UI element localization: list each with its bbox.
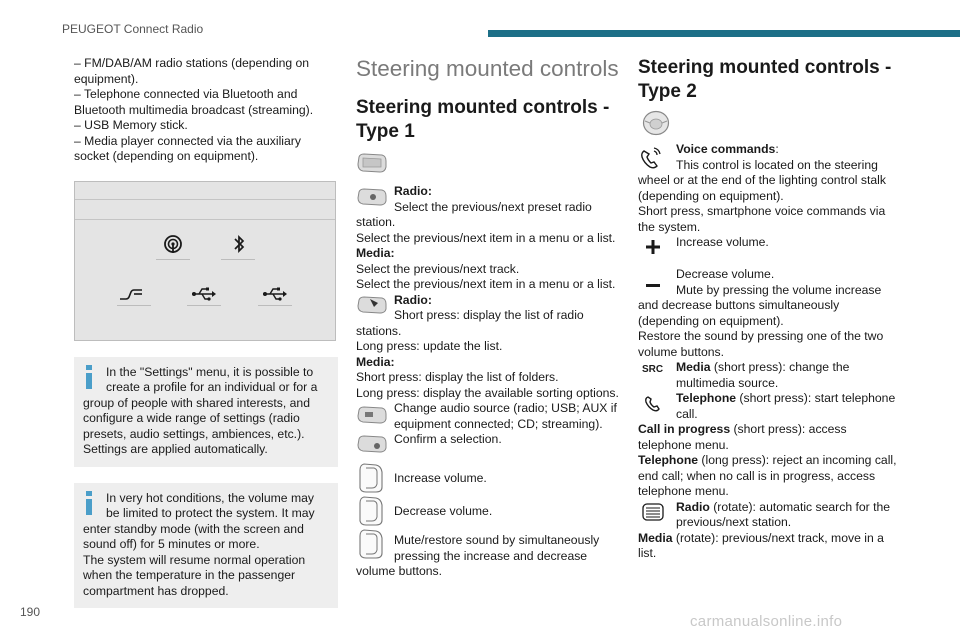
entry-radio-preset: Radio: Select the previous/next preset radio station. Select the previous/next item in a menu or a list. Media: Select the previous/next track. Select the previous/next item in a menu or a list. [356,184,616,291]
entry-volume-down: Decrease volume. [356,497,622,530]
entry-increase-volume: Increase volume. [638,235,906,267]
aux-jack-icon [116,283,146,305]
info-icon [85,365,93,389]
voice-command-icon [638,145,664,176]
steering-list-button-icon [356,295,388,320]
steering-confirm-button-icon [356,434,388,459]
entry-telephone: Telephone (short press): start telephone call. [638,391,906,422]
steering-stalk-volume-up-icon [356,462,386,499]
steering-control-type1-icon [356,152,388,179]
src-button-icon: SRC [642,364,664,375]
bluetooth-icon [224,233,254,255]
entry-mute: Mute/restore sound by simultaneously pressing the increase and decrease volume buttons. [356,530,622,580]
screen-bar [75,182,335,200]
column-3 [638,56,906,562]
column-1 [74,56,338,608]
sources-screen-illustration [74,181,336,341]
entry-confirm: Confirm a selection. [356,432,622,464]
usb-icon [259,283,289,305]
type2-heading: Steering mounted controls - Type 2 [638,57,892,102]
radio-icon [158,233,188,255]
usb-icon [188,283,218,305]
entry-media-source: SRC Media (short press): change the multimedia source. [642,360,850,390]
header-title: PEUGEOT Connect Radio [62,22,204,36]
watermark: carmanualsonline.info [690,613,843,630]
type1-heading: Steering mounted controls - Type 1 [356,97,610,142]
intro-text: – FM/DAB/AM radio stations (depending on equipment). – Telephone connected via Bluetooth and Bluetooth multimedia broadcast (streaming). – USB Memory stick. – Media player connected via the auxiliary socket (depending on equipment). [74,56,314,163]
steering-source-button-icon [356,405,388,430]
entry-radio-rotate: Radio (rotate): automatic search for the previous/next station. Media (rotate): previous/next track, move in a list. [638,499,891,560]
steering-stalk-mute-icon [356,528,386,565]
column-2 [356,56,622,580]
steering-scroll-icon [356,187,388,212]
section-title: Steering mounted controls [356,56,619,81]
call-in-progress-text: Call in progress (short press): access telephone menu. Telephone (long press): reject an incoming call, end call; when no call is in progress, access telephone menu. [638,422,897,498]
entry-radio-list: Radio: Short press: display the list of radio stations. Long press: update the list. Media: Short press: display the list of folders. Long press: display the available sorting options. [356,292,619,400]
minus-icon [646,277,660,293]
plus-icon [646,240,660,259]
phone-icon [643,394,663,419]
page-number: 190 [20,605,41,619]
header-accent-bar [488,30,960,37]
info-icon [85,491,93,515]
steering-stalk-volume-down-icon [356,495,386,532]
thumbwheel-icon [642,502,664,527]
info-panel-settings: In the "Settings" menu, it is possible to create a profile for an individual or for a group of people with shared interests, and configure a wide range of settings (radio presets, audio settings, ambiences, etc.). Settings are applied automatically. [74,357,338,467]
entry-decrease-volume: Decrease volume. Mute by pressing the volume increase and decrease buttons simultaneously (depending on equipment). Restore the sound by pressing one of the two volume buttons. [638,267,884,359]
screen-bar [75,200,335,220]
entry-volume-up: Increase volume. [356,464,622,497]
steering-wheel-type2-icon [642,110,670,141]
entry-change-source: Change audio source (radio; USB; AUX if equipment connected; CD; streaming). [356,401,622,432]
info-panel-temperature: In very hot conditions, the volume may be limited to protect the system. It may enter standby mode (with the screen and sound off) for 5 minutes or more. The system will resume normal operation when the temperature in the passenger compartment has dropped. [74,483,338,609]
entry-voice-commands: Voice commands: This control is located on the steering wheel or at the end of the lighting control stalk (depending on equipment). Short press, smartphone voice commands via the system. [638,142,886,234]
